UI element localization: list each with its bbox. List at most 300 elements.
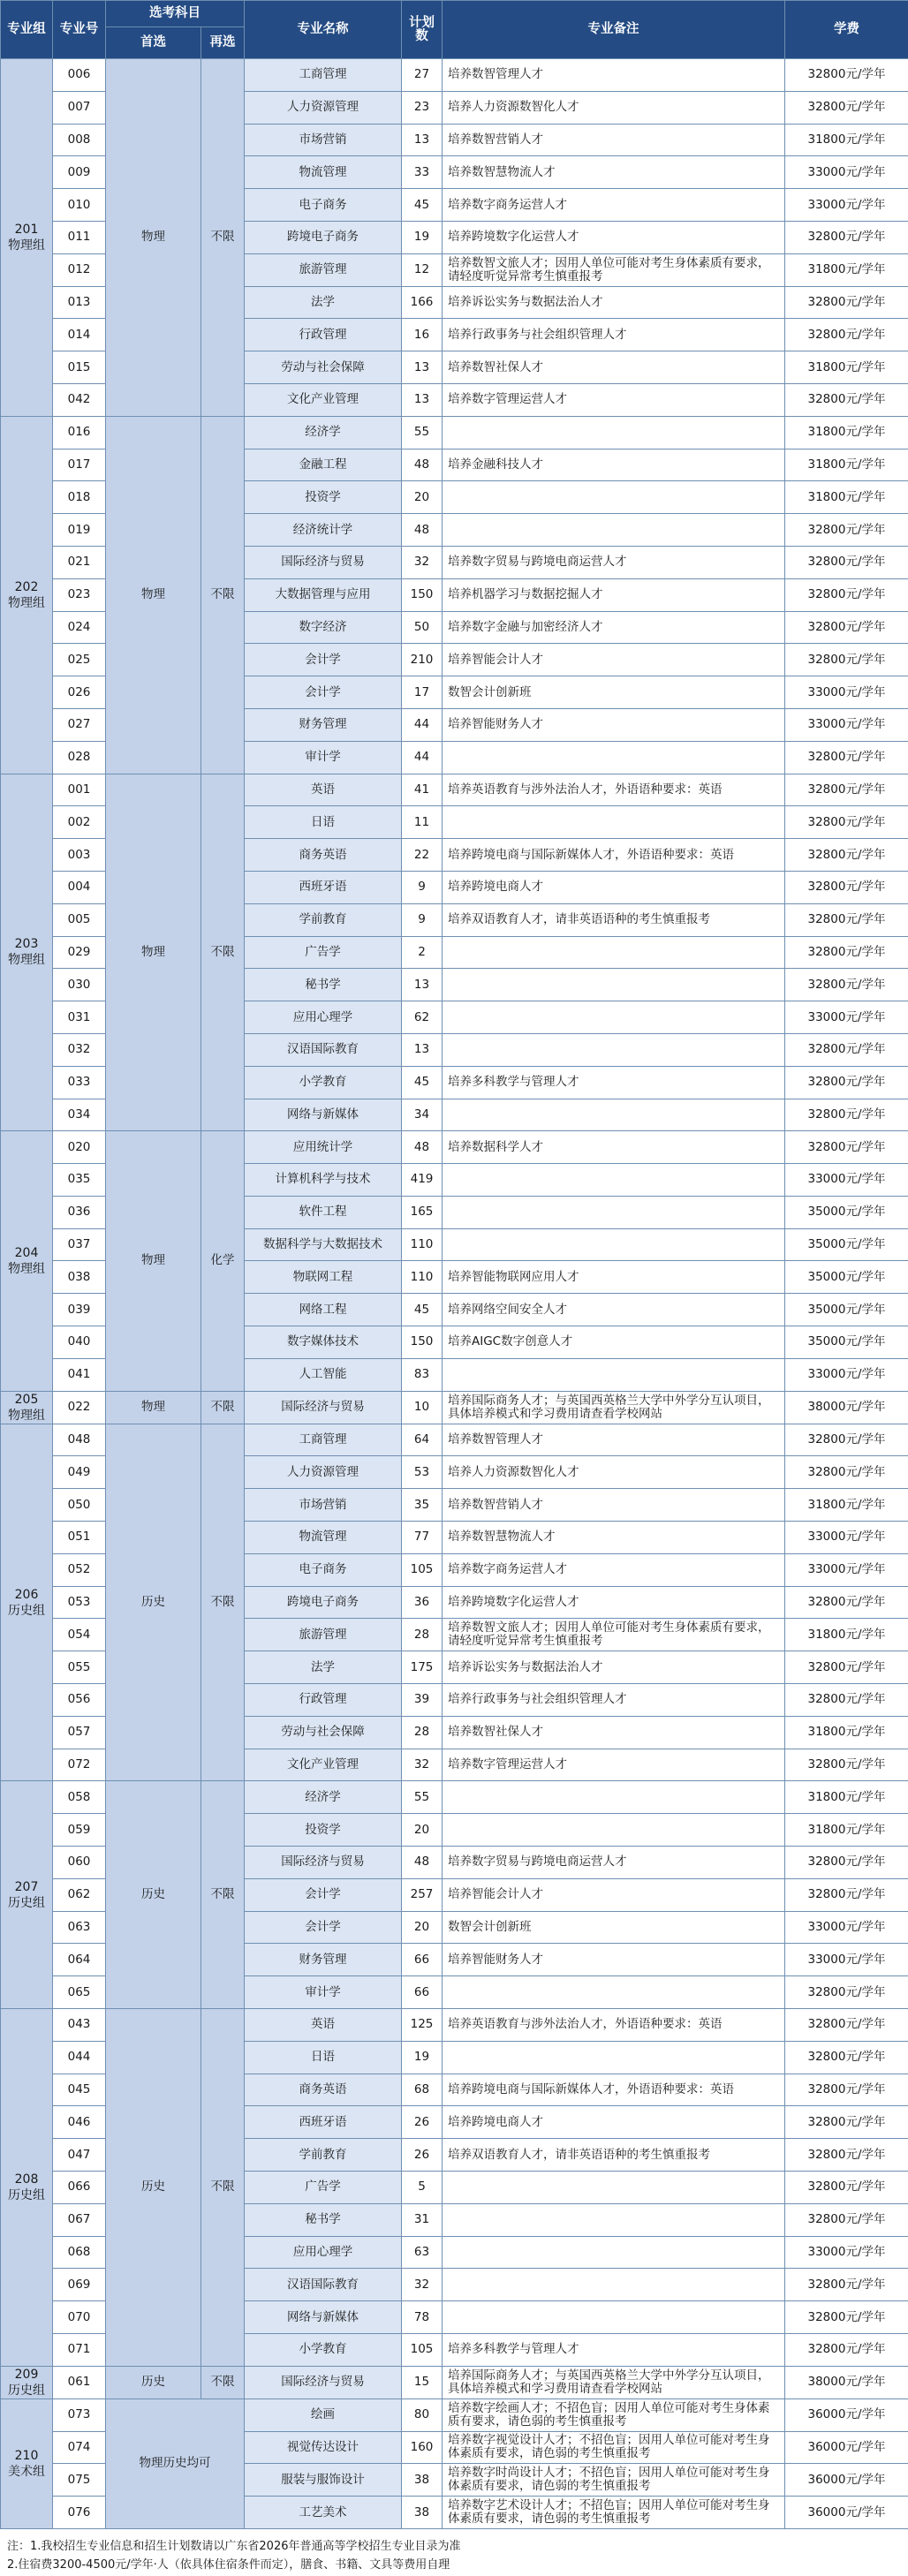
fee-cell: 32800元/学年 (785, 2333, 908, 2366)
quota-cell: 15 (402, 2366, 443, 2398)
major-cell: 西班牙语 (245, 2106, 402, 2139)
major-cell: 数据科学与大数据技术 (245, 1228, 402, 1261)
group-label-line: 物理组 (8, 1261, 45, 1276)
quota-cell: 66 (402, 1976, 443, 2009)
major-cell: 财务管理 (245, 1944, 402, 1976)
group-label-line: 209 (14, 2367, 39, 2382)
fee-cell: 36000元/学年 (785, 2398, 908, 2431)
table-row (1, 1424, 908, 1456)
note-cell: 培养数智管理人才 (443, 1424, 785, 1456)
note-cell: 培养数智文旅人才；因用人单位可能对考生身体素质有要求，请轻度听觉异常考生慎重报考 (443, 253, 785, 286)
quota-cell: 48 (402, 449, 443, 481)
major-cell: 西班牙语 (245, 871, 402, 903)
second-subject-cell: 不限 (201, 774, 245, 1131)
table-row (1, 1391, 908, 1424)
note-cell (443, 2203, 785, 2236)
fee-cell: 32800元/学年 (785, 319, 908, 351)
fee-cell: 38000元/学年 (785, 2366, 908, 2398)
note-cell: 培养诉讼实务与数据法治人才 (443, 1651, 785, 1684)
header-group: 专业组 (1, 1, 53, 59)
note-cell: 培养数字管理运营人才 (443, 383, 785, 416)
note-cell: 培养智能财务人才 (443, 708, 785, 741)
note-cell: 培养数智文旅人才；因用人单位可能对考生身体素质有要求，请轻度听觉异常考生慎重报考 (443, 1619, 785, 1651)
note-cell: 培养数智社保人才 (443, 1716, 785, 1749)
fee-cell: 32800元/学年 (785, 514, 908, 547)
note-cell: 培养数智慧物流人才 (443, 1522, 785, 1554)
quota-cell: 38 (402, 2497, 443, 2529)
code-cell: 025 (53, 644, 106, 676)
major-cell: 法学 (245, 286, 402, 319)
fee-cell: 32800元/学年 (785, 871, 908, 903)
code-cell: 013 (53, 286, 106, 319)
code-cell: 041 (53, 1358, 106, 1391)
code-cell: 052 (53, 1553, 106, 1586)
group-label-line: 历史组 (8, 2383, 45, 2398)
note-cell: 培养跨境电商人才 (443, 871, 785, 903)
major-cell: 小学教育 (245, 2333, 402, 2366)
group-cell (1, 1781, 53, 2009)
code-cell: 027 (53, 708, 106, 741)
fee-cell: 31800元/学年 (785, 449, 908, 481)
quota-cell: 50 (402, 611, 443, 644)
note-cell: 培养国际商务人才；与英国西英格兰大学中外学分互认项目，具体培养模式和学习费用请查看学校网站 (443, 2366, 785, 2398)
code-cell: 065 (53, 1976, 106, 2009)
quota-cell: 55 (402, 1781, 443, 1814)
major-cell: 英语 (245, 774, 402, 806)
quota-cell: 64 (402, 1424, 443, 1456)
quota-cell: 45 (402, 189, 443, 222)
group-label-line: 物理组 (8, 1408, 45, 1423)
note-cell (443, 416, 785, 449)
quota-cell: 39 (402, 1684, 443, 1717)
major-cell: 国际经济与贸易 (245, 1847, 402, 1879)
note-cell: 培养AIGC数字创意人才 (443, 1326, 785, 1359)
quota-cell: 33 (402, 156, 443, 189)
fee-cell: 32800元/学年 (785, 774, 908, 806)
code-cell: 061 (53, 2366, 106, 2398)
major-cell: 网络工程 (245, 1294, 402, 1326)
major-cell: 旅游管理 (245, 1619, 402, 1651)
note-cell (443, 936, 785, 969)
fee-cell: 32800元/学年 (785, 741, 908, 774)
group-label-line: 205 (14, 1392, 39, 1407)
code-cell: 044 (53, 2041, 106, 2074)
code-cell: 023 (53, 578, 106, 611)
code-cell: 011 (53, 221, 106, 253)
code-cell: 009 (53, 156, 106, 189)
code-cell: 019 (53, 514, 106, 547)
group-label-line: 物理组 (8, 595, 45, 610)
code-cell: 012 (53, 253, 106, 286)
note-cell: 数智会计创新班 (443, 676, 785, 709)
quota-cell: 10 (402, 1391, 443, 1424)
quota-cell: 166 (402, 286, 443, 319)
quota-cell: 45 (402, 1066, 443, 1099)
quota-cell: 105 (402, 1553, 443, 1586)
code-cell: 053 (53, 1586, 106, 1619)
note-cell: 培养数智慧物流人才 (443, 156, 785, 189)
major-cell: 工商管理 (245, 59, 402, 92)
note-cell (443, 2301, 785, 2334)
major-cell: 市场营销 (245, 1489, 402, 1522)
quota-cell: 32 (402, 546, 443, 578)
major-cell: 投资学 (245, 1814, 402, 1847)
fee-cell: 33000元/学年 (785, 1911, 908, 1944)
note-cell: 培养数字商务运营人才 (443, 189, 785, 222)
fee-cell: 33000元/学年 (785, 2236, 908, 2269)
group-label-line: 物理组 (8, 953, 45, 968)
code-cell: 015 (53, 351, 106, 384)
second-subject-cell: 不限 (201, 1781, 245, 2009)
code-cell: 005 (53, 903, 106, 936)
group-cell (1, 1424, 53, 1781)
group-cell (1, 1131, 53, 1391)
group-label-line: 美术组 (8, 2464, 45, 2479)
major-cell: 应用心理学 (245, 1001, 402, 1034)
fee-cell: 32800元/学年 (785, 221, 908, 253)
note-cell: 培养跨境数字化运营人才 (443, 221, 785, 253)
code-cell: 075 (53, 2464, 106, 2497)
footnote-line-1: 注：1.我校招生专业信息和招生计划数请以广东省2026年普通高等学校招生专业目录为准 (7, 2540, 461, 2553)
fee-cell: 32800元/学年 (785, 91, 908, 124)
fee-cell: 32800元/学年 (785, 936, 908, 969)
quota-cell: 13 (402, 1033, 443, 1066)
major-cell: 大数据管理与应用 (245, 578, 402, 611)
quota-cell: 66 (402, 1944, 443, 1976)
note-cell (443, 1976, 785, 2009)
note-cell: 培养智能物联网应用人才 (443, 1261, 785, 1294)
quota-cell: 125 (402, 2009, 443, 2042)
fee-cell: 32800元/学年 (785, 1424, 908, 1456)
major-cell: 小学教育 (245, 1066, 402, 1099)
second-subject-cell: 不限 (201, 2366, 245, 2398)
header-major: 专业名称 (245, 1, 402, 59)
note-cell (443, 2041, 785, 2074)
major-cell: 会计学 (245, 676, 402, 709)
major-cell: 行政管理 (245, 319, 402, 351)
quota-cell: 175 (402, 1651, 443, 1684)
note-cell (443, 1001, 785, 1034)
quota-cell: 83 (402, 1358, 443, 1391)
major-cell: 人力资源管理 (245, 1456, 402, 1489)
group-label-line: 历史组 (8, 2187, 45, 2202)
major-cell: 工商管理 (245, 1424, 402, 1456)
code-cell: 048 (53, 1424, 106, 1456)
note-cell: 培养网络空间安全人才 (443, 1294, 785, 1326)
note-cell (443, 1164, 785, 1197)
note-cell: 培养数据科学人才 (443, 1131, 785, 1164)
group-cell (1, 2009, 53, 2367)
fee-cell: 35000元/学年 (785, 1261, 908, 1294)
code-cell: 058 (53, 1781, 106, 1814)
quota-cell: 48 (402, 1131, 443, 1164)
fee-cell: 31800元/学年 (785, 416, 908, 449)
fee-cell: 32800元/学年 (785, 2041, 908, 2074)
quota-cell: 34 (402, 1099, 443, 1131)
note-cell: 培养多科教学与管理人才 (443, 2333, 785, 2366)
code-cell: 056 (53, 1684, 106, 1717)
major-cell: 数字媒体技术 (245, 1326, 402, 1359)
fee-cell: 35000元/学年 (785, 1196, 908, 1228)
quota-cell: 26 (402, 2139, 443, 2172)
quota-cell: 80 (402, 2398, 443, 2431)
note-cell (443, 1033, 785, 1066)
major-cell: 经济统计学 (245, 514, 402, 547)
fee-cell: 36000元/学年 (785, 2497, 908, 2529)
note-cell: 培养行政事务与社会组织管理人才 (443, 319, 785, 351)
group-label-line: 历史组 (8, 1895, 45, 1910)
major-cell: 人工智能 (245, 1358, 402, 1391)
fee-cell: 32800元/学年 (785, 59, 908, 92)
footnote (0, 2537, 908, 2574)
fee-cell: 31800元/学年 (785, 1489, 908, 1522)
second-subject-cell: 化学 (201, 1131, 245, 1391)
major-cell: 金融工程 (245, 449, 402, 481)
header-fee: 学费 (785, 1, 908, 59)
code-cell: 022 (53, 1391, 106, 1424)
quota-cell: 20 (402, 1911, 443, 1944)
code-cell: 043 (53, 2009, 106, 2042)
first-subject-cell: 历史 (106, 2366, 201, 2398)
quota-cell: 16 (402, 319, 443, 351)
header-code: 专业号 (53, 1, 106, 59)
quota-cell: 210 (402, 644, 443, 676)
code-cell: 004 (53, 871, 106, 903)
note-cell: 培养数智管理人才 (443, 59, 785, 92)
quota-cell: 53 (402, 1456, 443, 1489)
quota-cell: 13 (402, 351, 443, 384)
quota-cell: 62 (402, 1001, 443, 1034)
major-cell: 跨境电子商务 (245, 221, 402, 253)
code-cell: 010 (53, 189, 106, 222)
quota-cell: 19 (402, 221, 443, 253)
major-cell: 劳动与社会保障 (245, 1716, 402, 1749)
note-cell: 培养诉讼实务与数据法治人才 (443, 286, 785, 319)
fee-cell: 32800元/学年 (785, 546, 908, 578)
table-row (1, 2009, 908, 2042)
group-cell (1, 774, 53, 1131)
major-cell: 电子商务 (245, 189, 402, 222)
major-cell: 物流管理 (245, 1522, 402, 1554)
quota-cell: 55 (402, 416, 443, 449)
major-cell: 会计学 (245, 1911, 402, 1944)
fee-cell: 31800元/学年 (785, 1619, 908, 1651)
major-cell: 劳动与社会保障 (245, 351, 402, 384)
header-first: 首选 (106, 27, 201, 59)
note-cell: 培养数字时尚设计人才；不招色盲；因用人单位可能对考生身体素质有要求，请色弱的考生慎重报考 (443, 2464, 785, 2497)
group-cell (1, 2366, 53, 2398)
major-cell: 经济学 (245, 1781, 402, 1814)
fee-cell: 31800元/学年 (785, 1781, 908, 1814)
code-cell: 034 (53, 1099, 106, 1131)
code-cell: 032 (53, 1033, 106, 1066)
major-cell: 国际经济与贸易 (245, 1391, 402, 1424)
quota-cell: 63 (402, 2236, 443, 2269)
fee-cell: 32800元/学年 (785, 969, 908, 1001)
fee-cell: 33000元/学年 (785, 1944, 908, 1976)
header-quota: 计划数 (402, 1, 443, 59)
quota-cell: 32 (402, 1749, 443, 1781)
code-cell: 014 (53, 319, 106, 351)
major-cell: 汉语国际教育 (245, 1033, 402, 1066)
group-label-line: 203 (14, 937, 39, 952)
code-cell: 026 (53, 676, 106, 709)
quota-cell: 20 (402, 1814, 443, 1847)
major-cell: 经济学 (245, 416, 402, 449)
fee-cell: 32800元/学年 (785, 1684, 908, 1717)
quota-cell: 48 (402, 514, 443, 547)
note-cell: 培养数智营销人才 (443, 1489, 785, 1522)
fee-cell: 32800元/学年 (785, 2203, 908, 2236)
code-cell: 060 (53, 1847, 106, 1879)
quota-cell: 13 (402, 383, 443, 416)
note-cell: 培养双语教育人才，请非英语语种的考生慎重报考 (443, 2139, 785, 2172)
fee-cell: 32800元/学年 (785, 2139, 908, 2172)
fee-cell: 32800元/学年 (785, 1066, 908, 1099)
note-cell: 培养智能会计人才 (443, 644, 785, 676)
code-cell: 039 (53, 1294, 106, 1326)
first-subject-cell: 物理 (106, 1131, 201, 1391)
code-cell: 035 (53, 1164, 106, 1197)
code-cell: 033 (53, 1066, 106, 1099)
code-cell: 031 (53, 1001, 106, 1034)
fee-cell: 32800元/学年 (785, 578, 908, 611)
fee-cell: 35000元/学年 (785, 1294, 908, 1326)
quota-cell: 9 (402, 903, 443, 936)
code-cell: 017 (53, 449, 106, 481)
table-row (1, 59, 908, 92)
code-cell: 073 (53, 2398, 106, 2431)
group-label-line: 物理组 (8, 238, 45, 253)
fee-cell: 33000元/学年 (785, 1358, 908, 1391)
fee-cell: 33000元/学年 (785, 1164, 908, 1197)
major-cell: 软件工程 (245, 1196, 402, 1228)
code-cell: 007 (53, 91, 106, 124)
quota-cell: 110 (402, 1228, 443, 1261)
major-cell: 人力资源管理 (245, 91, 402, 124)
fee-cell: 32800元/学年 (785, 2074, 908, 2106)
major-cell: 网络与新媒体 (245, 2301, 402, 2334)
code-cell: 002 (53, 806, 106, 839)
code-cell: 003 (53, 839, 106, 872)
code-cell: 054 (53, 1619, 106, 1651)
major-cell: 数字经济 (245, 611, 402, 644)
quota-cell: 419 (402, 1164, 443, 1197)
quota-cell: 12 (402, 253, 443, 286)
code-cell: 057 (53, 1716, 106, 1749)
quota-cell: 19 (402, 2041, 443, 2074)
code-cell: 055 (53, 1651, 106, 1684)
group-label-line: 210 (14, 2448, 39, 2463)
second-subject-cell: 不限 (201, 416, 245, 774)
major-cell: 审计学 (245, 741, 402, 774)
note-cell: 培养国际商务人才；与英国西英格兰大学中外学分互认项目，具体培养模式和学习费用请查看学校网站 (443, 1391, 785, 1424)
code-cell: 038 (53, 1261, 106, 1294)
header-note: 专业备注 (443, 1, 785, 59)
quota-cell: 78 (402, 2301, 443, 2334)
note-cell: 培养数智社保人才 (443, 351, 785, 384)
fee-cell: 33000元/学年 (785, 1522, 908, 1554)
fee-cell: 31800元/学年 (785, 351, 908, 384)
fee-cell: 32800元/学年 (785, 2269, 908, 2301)
group-label-line: 207 (14, 1879, 39, 1894)
fee-cell: 31800元/学年 (785, 1814, 908, 1847)
note-cell: 培养行政事务与社会组织管理人才 (443, 1684, 785, 1717)
note-cell (443, 806, 785, 839)
code-cell: 006 (53, 59, 106, 92)
major-cell: 应用统计学 (245, 1131, 402, 1164)
note-cell (443, 1781, 785, 1814)
fee-cell: 33000元/学年 (785, 189, 908, 222)
major-cell: 广告学 (245, 2172, 402, 2204)
fee-cell: 32800元/学年 (785, 2009, 908, 2042)
major-cell: 学前教育 (245, 2139, 402, 2172)
fee-cell: 32800元/学年 (785, 644, 908, 676)
fee-cell: 33000元/学年 (785, 1001, 908, 1034)
fee-cell: 36000元/学年 (785, 2431, 908, 2464)
quota-cell: 257 (402, 1878, 443, 1911)
major-cell: 会计学 (245, 1878, 402, 1911)
fee-cell: 32800元/学年 (785, 286, 908, 319)
code-cell: 029 (53, 936, 106, 969)
note-cell (443, 514, 785, 547)
fee-cell: 32800元/学年 (785, 1976, 908, 2009)
fee-cell: 32800元/学年 (785, 1651, 908, 1684)
code-cell: 066 (53, 2172, 106, 2204)
code-cell: 036 (53, 1196, 106, 1228)
note-cell: 培养英语教育与涉外法治人才，外语语种要求：英语 (443, 774, 785, 806)
quota-cell: 11 (402, 806, 443, 839)
fee-cell: 32800元/学年 (785, 806, 908, 839)
note-cell: 培养跨境电商与国际新媒体人才，外语语种要求：英语 (443, 839, 785, 872)
quota-cell: 32 (402, 2269, 443, 2301)
code-cell: 016 (53, 416, 106, 449)
table-row (1, 2398, 908, 2431)
note-cell: 培养智能财务人才 (443, 1944, 785, 1976)
quota-cell: 105 (402, 2333, 443, 2366)
fee-cell: 33000元/学年 (785, 676, 908, 709)
group-label-line: 208 (14, 2172, 39, 2187)
note-cell: 培养机器学习与数据挖掘人才 (443, 578, 785, 611)
fee-cell: 32800元/学年 (785, 383, 908, 416)
quota-cell: 28 (402, 1619, 443, 1651)
major-cell: 英语 (245, 2009, 402, 2042)
major-cell: 日语 (245, 806, 402, 839)
fee-cell: 32800元/学年 (785, 1586, 908, 1619)
group-cell (1, 2398, 53, 2528)
note-cell: 培养数字金融与加密经济人才 (443, 611, 785, 644)
note-cell (443, 481, 785, 514)
major-cell: 旅游管理 (245, 253, 402, 286)
code-cell: 063 (53, 1911, 106, 1944)
note-cell: 培养数字绘画人才；不招色盲；因用人单位可能对考生身体素质有要求，请色弱的考生慎重报考 (443, 2398, 785, 2431)
fee-cell: 32800元/学年 (785, 1749, 908, 1781)
second-subject-cell: 不限 (201, 1391, 245, 1424)
code-cell: 072 (53, 1749, 106, 1781)
code-cell: 070 (53, 2301, 106, 2334)
quota-cell: 13 (402, 124, 443, 156)
code-cell: 050 (53, 1489, 106, 1522)
quota-cell: 28 (402, 1716, 443, 1749)
code-cell: 064 (53, 1944, 106, 1976)
fee-cell: 32800元/学年 (785, 1099, 908, 1131)
quota-cell: 9 (402, 871, 443, 903)
code-cell: 047 (53, 2139, 106, 2172)
major-cell: 秘书学 (245, 2203, 402, 2236)
note-cell (443, 2269, 785, 2301)
quota-cell: 26 (402, 2106, 443, 2139)
note-cell: 培养智能会计人才 (443, 1878, 785, 1911)
